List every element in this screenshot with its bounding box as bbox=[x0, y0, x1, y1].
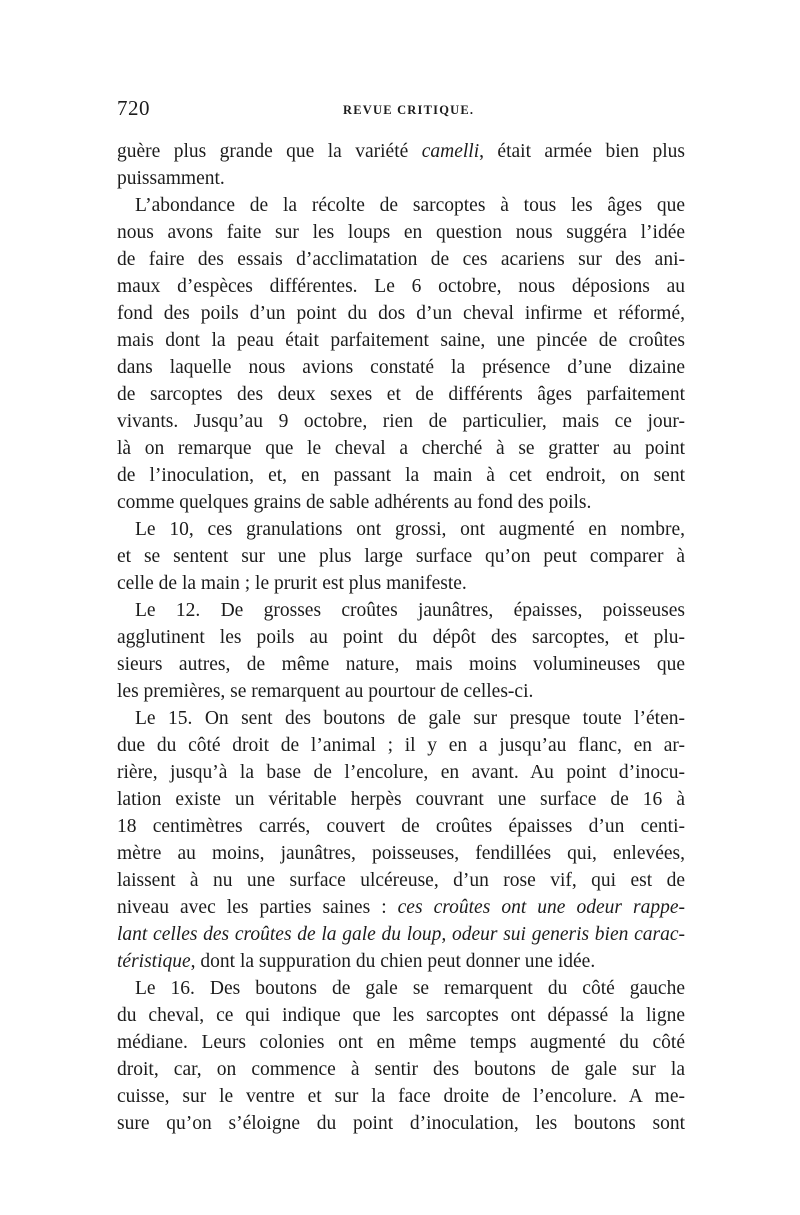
text-segment: puissamment. bbox=[117, 168, 225, 189]
text-line bbox=[117, 327, 685, 354]
text-line bbox=[117, 516, 685, 543]
text-segment: lation existe un véritable herpès couvrant une surface de 16 à bbox=[117, 789, 685, 810]
text-line bbox=[117, 246, 685, 273]
text-segment: là on remarque que le cheval a cherché à se gratter au point bbox=[117, 438, 685, 459]
italic-text-segment: téristique bbox=[117, 951, 191, 972]
text-line bbox=[117, 570, 685, 597]
text-line bbox=[117, 975, 685, 1002]
text-segment: du cheval, ce qui indique que les sarcoptes ont dépassé la ligne bbox=[117, 1005, 685, 1026]
text-line bbox=[117, 894, 685, 921]
text-segment: et se sentent sur une plus large surface qu’on peut comparer à bbox=[117, 546, 685, 567]
italic-text-segment: ces croûtes ont une odeur rappe- bbox=[397, 897, 685, 918]
text-segment: mètre au moins, jaunâtres, poisseuses, fendillées qui, enlevées, bbox=[117, 843, 685, 864]
text-segment: droit, car, on commence à sentir des boutons de gale sur la bbox=[117, 1059, 685, 1080]
italic-text-segment: lant celles des croûtes de la gale du loup, odeur sui generis bien carac- bbox=[117, 924, 685, 945]
page-header bbox=[117, 96, 685, 136]
text-line bbox=[117, 1110, 685, 1137]
text-line bbox=[117, 786, 685, 813]
text-segment: fond des poils d’un point du dos d’un cheval infirme et réformé, bbox=[117, 303, 685, 324]
text-line bbox=[117, 921, 685, 948]
text-segment: Le 10, ces granulations ont grossi, ont augmenté en nombre, bbox=[135, 519, 685, 540]
text-line bbox=[117, 408, 685, 435]
text-segment: médiane. Leurs colonies ont en même temps augmenté du côté bbox=[117, 1032, 685, 1053]
text-segment: de l’inoculation, et, en passant la main à cet endroit, on sent bbox=[117, 465, 685, 486]
text-segment: comme quelques grains de sable adhérents au fond des poils. bbox=[117, 492, 592, 513]
text-line bbox=[117, 597, 685, 624]
text-segment: L’abondance de la récolte de sarcoptes à tous les âges que bbox=[135, 195, 685, 216]
text-segment: Le 12. De grosses croûtes jaunâtres, épaisses, poisseuses bbox=[135, 600, 685, 621]
body-text bbox=[117, 138, 685, 1137]
text-segment: agglutinent les poils au point du dépôt des sarcoptes, et plu- bbox=[117, 627, 685, 648]
text-line bbox=[117, 651, 685, 678]
text-line bbox=[117, 381, 685, 408]
text-line bbox=[117, 543, 685, 570]
text-segment: , était armée bien plus bbox=[479, 141, 685, 162]
text-segment: , dont la suppuration du chien peut donner une idée. bbox=[190, 951, 596, 972]
text-line bbox=[117, 759, 685, 786]
text-segment: guère plus grande que la variété bbox=[117, 141, 422, 162]
text-line bbox=[117, 192, 685, 219]
text-segment: 18 centimètres carrés, couvert de croûtes épaisses d’un centi- bbox=[117, 816, 685, 837]
text-line bbox=[117, 1083, 685, 1110]
text-segment: maux d’espèces différentes. Le 6 octobre, nous déposions au bbox=[117, 276, 685, 297]
text-line bbox=[117, 813, 685, 840]
text-line bbox=[117, 300, 685, 327]
text-segment: rière, jusqu’à la base de l’encolure, en avant. Au point d’inocu- bbox=[117, 762, 685, 783]
text-segment: vivants. Jusqu’au 9 octobre, rien de particulier, mais ce jour- bbox=[117, 411, 685, 432]
text-line bbox=[117, 1029, 685, 1056]
text-segment: sure qu’on s’éloigne du point d’inoculation, les boutons sont bbox=[117, 1113, 685, 1134]
text-line bbox=[117, 705, 685, 732]
text-segment: laissent à nu une surface ulcéreuse, d’un rose vif, qui est de bbox=[117, 870, 685, 891]
italic-text-segment: camelli bbox=[421, 141, 480, 162]
text-segment: niveau avec les parties saines : bbox=[117, 897, 398, 918]
text-line bbox=[117, 624, 685, 651]
page-number: 720 bbox=[117, 96, 150, 120]
text-line bbox=[117, 165, 685, 192]
text-segment: due du côté droit de l’animal ; il y en a jusqu’au flanc, en ar- bbox=[117, 735, 685, 756]
text-line bbox=[117, 138, 685, 165]
text-segment: de faire des essais d’acclimatation de ces acariens sur des ani- bbox=[117, 249, 685, 270]
text-line bbox=[117, 1002, 685, 1029]
text-line bbox=[117, 1056, 685, 1083]
text-segment: mais dont la peau était parfaitement saine, une pincée de croûtes bbox=[117, 330, 685, 351]
text-segment: les premières, se remarquent au pourtour de celles-ci. bbox=[117, 681, 534, 702]
text-segment: nous avons faite sur les loups en question nous suggéra l’idée bbox=[117, 222, 685, 243]
text-line bbox=[117, 219, 685, 246]
text-line bbox=[117, 678, 685, 705]
running-title: REVUE CRITIQUE. bbox=[343, 103, 475, 117]
text-line bbox=[117, 732, 685, 759]
text-line bbox=[117, 354, 685, 381]
text-segment: de sarcoptes des deux sexes et de différents âges parfaitement bbox=[117, 384, 685, 405]
text-line bbox=[117, 489, 685, 516]
text-segment: sieurs autres, de même nature, mais moins volumineuses que bbox=[117, 654, 685, 675]
text-line bbox=[117, 435, 685, 462]
text-line bbox=[117, 840, 685, 867]
text-segment: Le 15. On sent des boutons de gale sur presque toute l’éten- bbox=[135, 708, 685, 729]
text-segment: cuisse, sur le ventre et sur la face droite de l’encolure. A me- bbox=[117, 1086, 685, 1107]
text-segment: dans laquelle nous avions constaté la présence d’une dizaine bbox=[117, 357, 685, 378]
text-segment: celle de la main ; le prurit est plus manifeste. bbox=[117, 573, 467, 594]
text-segment: Le 16. Des boutons de gale se remarquent du côté gauche bbox=[135, 978, 685, 999]
text-line bbox=[117, 273, 685, 300]
text-line bbox=[117, 462, 685, 489]
text-line bbox=[117, 867, 685, 894]
text-line bbox=[117, 948, 685, 975]
